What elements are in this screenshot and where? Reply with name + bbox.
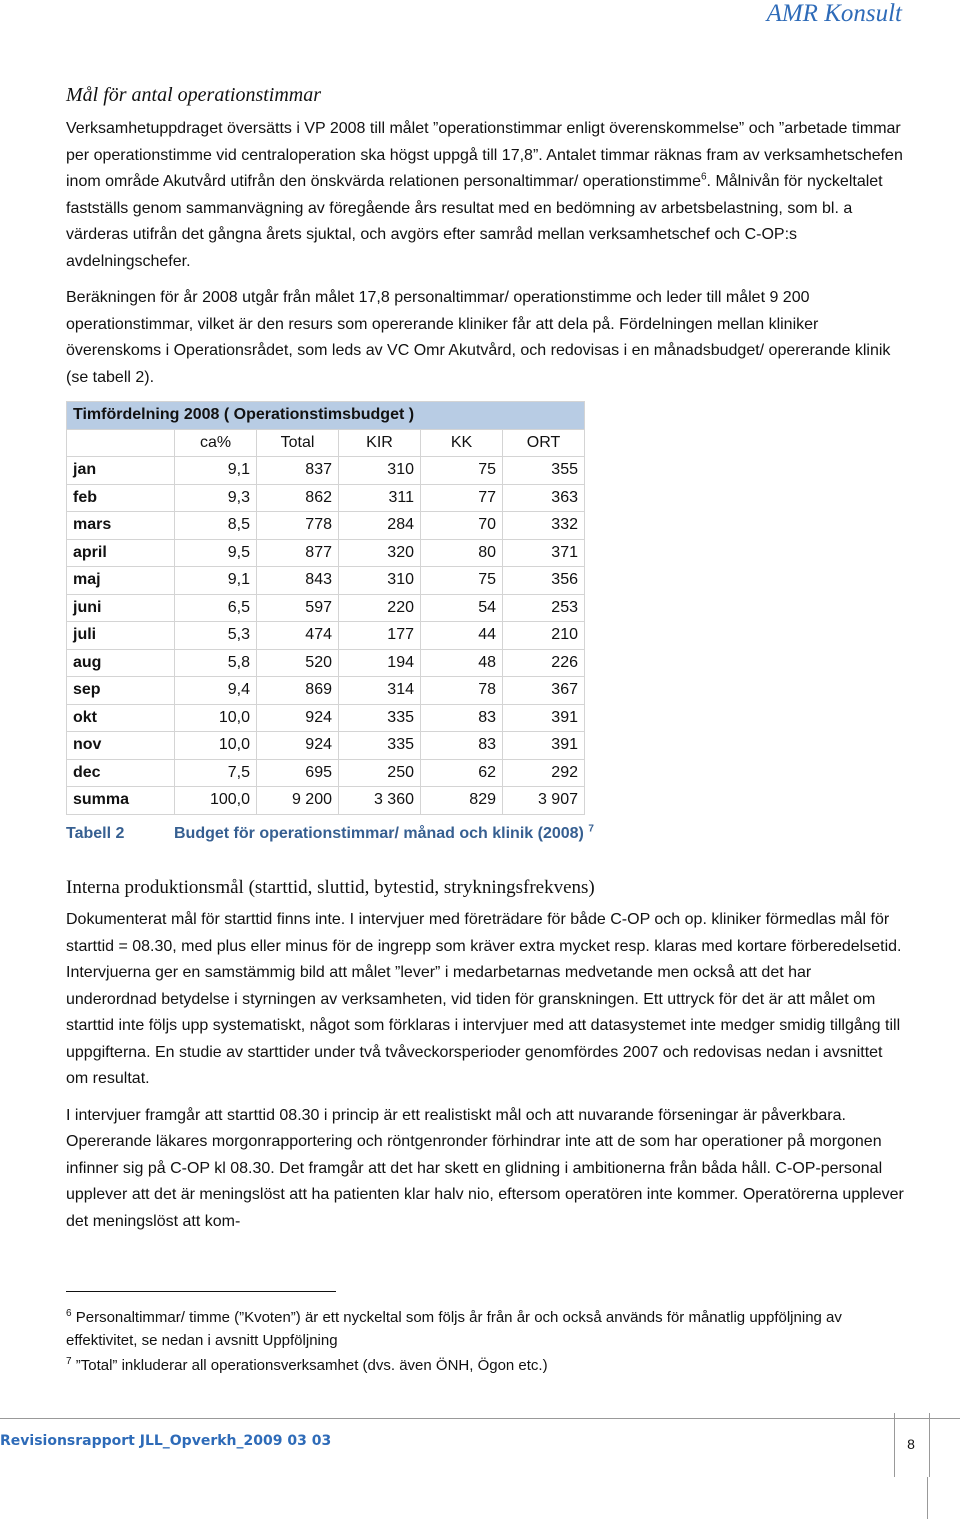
table-cell: 391: [503, 704, 585, 732]
table-cell: 3 360: [339, 787, 421, 815]
footnote-separator: [66, 1291, 336, 1292]
footnotes: [66, 1306, 906, 1379]
table-cell: 5,8: [175, 649, 257, 677]
table-cell: 829: [421, 787, 503, 815]
table-row: [67, 787, 585, 815]
table-row-label: summa: [67, 787, 175, 815]
footnote-7-text: ”Total” inkluderar all operationsverksamhet (dvs. även ÖNH, Ögon etc.): [75, 1357, 548, 1374]
footnote-6-text: Personaltimmar/ timme (”Kvoten”) är ett nyckeltal som följs år från år och också används för månatlig uppföljning av effektivitet, se nedan i avsnitt Uppföljning: [66, 1309, 842, 1349]
table-row: [67, 677, 585, 705]
paragraph-2: Beräkningen för år 2008 utgår från målet 17,8 personaltimmar/ operationstimme och leder till målet 9 200 operationstimmar, vilket är den resurs som opererande kliniker får att dela på. Fördelningen mellan kliniker överenskoms i Operationsrådet, som leds av VC Omr Akutvård, och redovisas i en månadsbudget/ opererande klinik (se tabell 2).: [66, 289, 891, 386]
table-row: [67, 484, 585, 512]
table-cell: 843: [257, 567, 339, 595]
table-cell: 220: [339, 594, 421, 622]
table-row-label: april: [67, 539, 175, 567]
table-cell: 250: [339, 759, 421, 787]
budget-table: [66, 401, 585, 815]
table-header-row: [67, 429, 585, 457]
footer-report-title: Revisionsrapport JLL_Opverkh_2009 03 03: [0, 1433, 332, 1449]
table-row: [67, 567, 585, 595]
table-cell: 292: [503, 759, 585, 787]
table-cell: 355: [503, 457, 585, 485]
table-cell: 62: [421, 759, 503, 787]
table-row: [67, 512, 585, 540]
table-cell: 10,0: [175, 704, 257, 732]
table-row-label: okt: [67, 704, 175, 732]
table-row-label: juni: [67, 594, 175, 622]
table-cell: 363: [503, 484, 585, 512]
table-cell: 10,0: [175, 732, 257, 760]
table-cell: 597: [257, 594, 339, 622]
table-cell: 54: [421, 594, 503, 622]
table-cell: 83: [421, 704, 503, 732]
paragraph-1: [66, 116, 906, 275]
table-cell: 83: [421, 732, 503, 760]
table-cell: 7,5: [175, 759, 257, 787]
table-cell: 335: [339, 704, 421, 732]
table-header-cell: ca%: [175, 429, 257, 457]
footnote-6-number: 6: [66, 1308, 72, 1319]
table-cell: 356: [503, 567, 585, 595]
page-number: 8: [907, 1436, 915, 1452]
table-row: [67, 704, 585, 732]
paragraph-4: I intervjuer framgår att starttid 08.30 i princip är ett realistiskt mål och att nuvarande förseningar är påverkbara. Opererande läkares morgonrapportering och röntgenronder förhindrar inte att de som har operationer på morgonen infinner sig på C-OP kl 08.30. Det framgår att det har skett en glidning i ambitionerna från båda håll. C-OP-personal upplever att det är meningslöst att ha patienten klar halv nio, eftersom operatören inte kommer. Operatörerna upplever det meningslöst att kom-: [66, 1106, 904, 1230]
header-brand: AMR Konsult: [766, 0, 902, 27]
table-cell: 77: [421, 484, 503, 512]
table-row-label: aug: [67, 649, 175, 677]
table-cell: 391: [503, 732, 585, 760]
table-header-cell: Total: [257, 429, 339, 457]
table-caption: [66, 821, 906, 848]
table-row-label: nov: [67, 732, 175, 760]
table-row-label: sep: [67, 677, 175, 705]
table-cell: 75: [421, 567, 503, 595]
footnote-ref-6[interactable]: 6: [700, 171, 707, 183]
paragraph-1-text-a: Verksamhetuppdraget översätts i VP 2008 till målet ”operationstimmar enligt överenskommelse” och ”arbetade timmar per operationstimme vid centraloperation ska högst uppgå till 17,8”. Antalet timmar räknas fram av verksamhetschefen inom område Akutvård utifrån den önskvärda relationen personaltimmar/ operationstimme: [66, 120, 903, 190]
table-caption-label: Tabell 2: [66, 824, 125, 842]
table-cell: 778: [257, 512, 339, 540]
table-cell: 335: [339, 732, 421, 760]
table-cell: 48: [421, 649, 503, 677]
footnote-ref-7[interactable]: 7: [588, 823, 594, 835]
table-cell: 6,5: [175, 594, 257, 622]
section-heading-production-goals: Interna produktionsmål (starttid, sluttid, bytestid, strykningsfrekvens): [66, 877, 595, 898]
table-header-cell: KK: [421, 429, 503, 457]
table-cell: 367: [503, 677, 585, 705]
table-cell: 332: [503, 512, 585, 540]
table-cell: 837: [257, 457, 339, 485]
table-row-label: juli: [67, 622, 175, 650]
table-row: [67, 457, 585, 485]
document-body: [66, 78, 906, 1245]
table-cell: 311: [339, 484, 421, 512]
table-row: [67, 539, 585, 567]
table-row: [67, 732, 585, 760]
section-heading-operation-hours: Mål för antal operationstimmar: [66, 84, 322, 106]
table-cell: 310: [339, 457, 421, 485]
table-cell: 78: [421, 677, 503, 705]
table-cell: 474: [257, 622, 339, 650]
table-cell: 44: [421, 622, 503, 650]
footnote-6: [66, 1306, 906, 1352]
table-cell: 9,3: [175, 484, 257, 512]
table-cell: 520: [257, 649, 339, 677]
table-cell: 320: [339, 539, 421, 567]
table-cell: 194: [339, 649, 421, 677]
table-title-row: [67, 402, 585, 430]
table-header-cell: KIR: [339, 429, 421, 457]
table-cell: 5,3: [175, 622, 257, 650]
footer-divider: [0, 1418, 960, 1419]
footnote-7: [66, 1354, 906, 1377]
table-body: [67, 457, 585, 815]
table-cell: 9 200: [257, 787, 339, 815]
table-cell: 80: [421, 539, 503, 567]
table-row-label: maj: [67, 567, 175, 595]
table-cell: 9,1: [175, 567, 257, 595]
table-cell: 862: [257, 484, 339, 512]
table-cell: 9,4: [175, 677, 257, 705]
footnote-7-number: 7: [66, 1356, 72, 1367]
table-row: [67, 622, 585, 650]
table-cell: 9,5: [175, 539, 257, 567]
table-cell: 210: [503, 622, 585, 650]
table-title: Timfördelning 2008 ( Operationstimsbudget ): [67, 402, 585, 430]
table-cell: 924: [257, 732, 339, 760]
table-cell: 226: [503, 649, 585, 677]
table-row-label: dec: [67, 759, 175, 787]
page-box-rule: [927, 1477, 928, 1519]
table-cell: 8,5: [175, 512, 257, 540]
table-cell: 177: [339, 622, 421, 650]
table-cell: 869: [257, 677, 339, 705]
table-cell: 100,0: [175, 787, 257, 815]
table-row: [67, 759, 585, 787]
table-row: [67, 594, 585, 622]
table-cell: 75: [421, 457, 503, 485]
table-cell: 924: [257, 704, 339, 732]
table-row: [67, 649, 585, 677]
table-cell: 284: [339, 512, 421, 540]
table-cell: 9,1: [175, 457, 257, 485]
paragraph-3: Dokumenterat mål för starttid finns inte. I intervjuer med företrädare för både C-OP och op. kliniker förmedlas mål för starttid = 08.30, med plus eller minus för de ingrepp som kräver extra mycket resp. klaras med kortare förberedelsetid. Intervjuerna ger en samstämmig bild att målet ”lever” i medarbetarnas medvetande men också att det har underordnad betydelse i styrningen av verksamheten, vid tiden för granskningen. Ett uttryck för det är att målet om starttid inte följs upp systematiskt, något som förklaras i intervjuer med att datasystemet inte medger smidig tillgång till uppgifterna. En studie av starttider under två tvåveckorsperioder genomfördes 2007 och redovisas nedan i avsnittet om resultat.: [66, 911, 902, 1087]
table-caption-text: Budget för operationstimmar/ månad och klinik (2008): [174, 824, 584, 842]
table-cell: 70: [421, 512, 503, 540]
table-cell: 371: [503, 539, 585, 567]
table-cell: 310: [339, 567, 421, 595]
table-cell: 314: [339, 677, 421, 705]
table-cell: 695: [257, 759, 339, 787]
table-cell: 253: [503, 594, 585, 622]
table-row-label: mars: [67, 512, 175, 540]
paragraph-1-text-b: . Målnivån för nyckeltalet fastställs genom sammanvägning av föregående års resultat med en bedömning av arbetsbelastning, som bl. a värderas utifrån det gångna årets sjuktal, och avgörs efter samråd mellan verksamhetschef och C-OP:s avdelningschefer.: [66, 173, 883, 270]
table-header-empty: [67, 429, 175, 457]
table-cell: 3 907: [503, 787, 585, 815]
table-header-cell: ORT: [503, 429, 585, 457]
table-cell: 877: [257, 539, 339, 567]
table-row-label: feb: [67, 484, 175, 512]
table-row-label: jan: [67, 457, 175, 485]
